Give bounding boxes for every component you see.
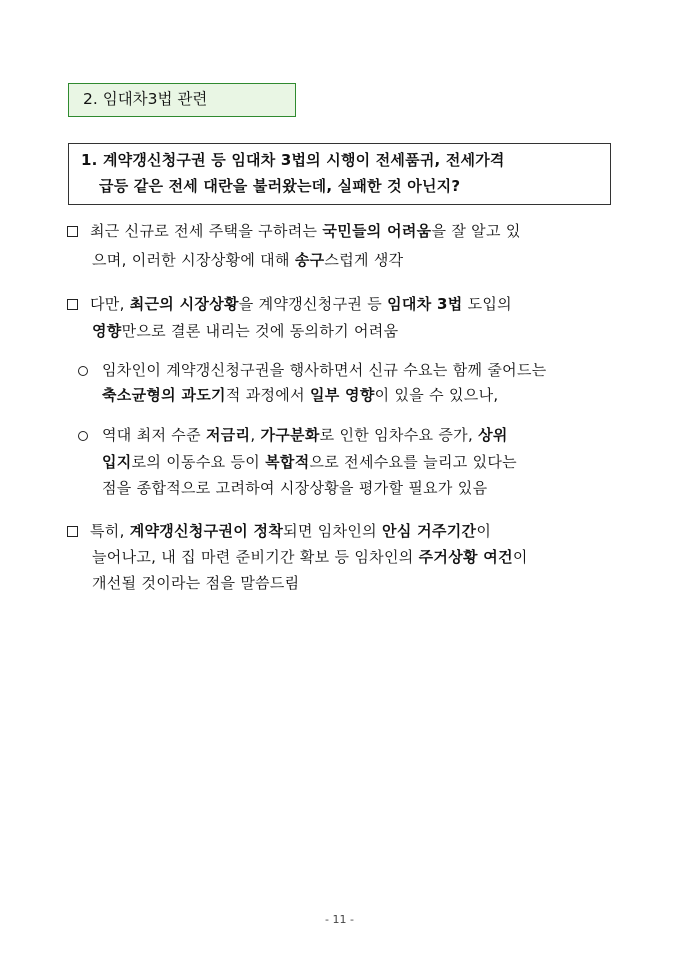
- section-title: 2. 임대차3법 관련: [83, 90, 208, 108]
- bold-text-run: 국민들의 어려움: [322, 222, 432, 240]
- text-run: 특히,: [90, 522, 130, 540]
- text-run: 을 잘 알고 있: [431, 222, 521, 240]
- answer-p2-line-1: [90, 293, 512, 315]
- bold-text-run: 임대차 3법: [387, 295, 463, 313]
- text-run: 로의 이동수요 등이: [131, 453, 266, 471]
- text-run: 으로 전세수요를 늘리고 있다는: [309, 453, 517, 471]
- text-run: 만으로 결론 내리는 것에 동의하기 어려움: [121, 322, 399, 340]
- question-line-1: 1. 계약갱신청구권 등 임대차 3법의 시행이 전세품귀, 전세가격: [81, 151, 505, 169]
- answer-p2-line-2: [92, 320, 398, 342]
- bold-text-run: 복합적: [265, 453, 310, 471]
- bold-text-run: 저금리: [205, 426, 251, 444]
- text-run: 늘어나고, 내 집 마련 준비기간 확보 등 임차인의: [92, 548, 419, 566]
- text-run: 이: [476, 522, 492, 540]
- bold-text-run: 영향: [92, 322, 122, 340]
- answer-p1-line-1: [90, 220, 521, 242]
- page-number: - 11 -: [325, 913, 354, 926]
- text-run: 도입의: [462, 295, 512, 313]
- bold-text-run: 계약갱신청구권이 정착: [129, 522, 284, 540]
- bold-text-run: 입지: [102, 453, 132, 471]
- text-run: 을 계약갱신청구권 등: [238, 295, 388, 313]
- text-run: 이 있을 수 있으나,: [374, 386, 499, 404]
- answer-p3-line-1: [90, 520, 491, 542]
- answer-s2-line-2: [102, 451, 517, 473]
- text-run: 이: [512, 548, 528, 566]
- text-run: 역대 최저 수준: [102, 426, 206, 444]
- answer-s1-line-2: [102, 384, 498, 406]
- answer-p1-line-2: [92, 249, 403, 271]
- answer-p3-line-2: [92, 546, 528, 568]
- bold-text-run: 가구분화: [260, 426, 320, 444]
- text-run: 최근 신규로 전세 주택을 구하려는: [90, 222, 323, 240]
- text-run: 으며, 이러한 시장상황에 대해: [92, 251, 295, 269]
- bold-text-run: 주거상황 여건: [418, 548, 513, 566]
- text-run: 되면 임차인의: [283, 522, 383, 540]
- bold-text-run: 송구: [294, 251, 325, 269]
- circle-bullet-icon: [78, 431, 88, 441]
- bold-text-run: 최근의 시장상황: [129, 295, 239, 313]
- bold-text-run: 축소균형의 과도기: [102, 386, 226, 404]
- bold-text-run: 안심 거주기간: [382, 522, 477, 540]
- answer-p3-line-3: 개선될 것이라는 점을 말씀드림: [92, 574, 300, 592]
- square-bullet-icon: [67, 299, 78, 310]
- text-run: ,: [250, 426, 261, 444]
- section-title-box: [68, 83, 296, 117]
- text-run: 로 인한 임차수요 증가,: [319, 426, 479, 444]
- text-run: 적 과정에서: [225, 386, 310, 404]
- text-run: 다만,: [90, 295, 130, 313]
- square-bullet-icon: [67, 226, 78, 237]
- bold-text-run: 일부 영향: [309, 386, 375, 404]
- question-box: [68, 143, 611, 205]
- text-run: 스럽게 생각: [324, 251, 404, 269]
- square-bullet-icon: [67, 526, 78, 537]
- circle-bullet-icon: [78, 366, 88, 376]
- bold-text-run: 상위: [478, 426, 508, 444]
- answer-s2-line-1: [102, 424, 508, 446]
- answer-s2-line-3: 점을 종합적으로 고려하여 시장상황을 평가할 필요가 있음: [102, 479, 488, 497]
- answer-s1-line-1: 임차인이 계약갱신청구권을 행사하면서 신규 수요는 함께 줄어드는: [102, 361, 547, 379]
- question-line-2: 급등 같은 전세 대란을 불러왔는데, 실패한 것 아닌지?: [99, 177, 461, 195]
